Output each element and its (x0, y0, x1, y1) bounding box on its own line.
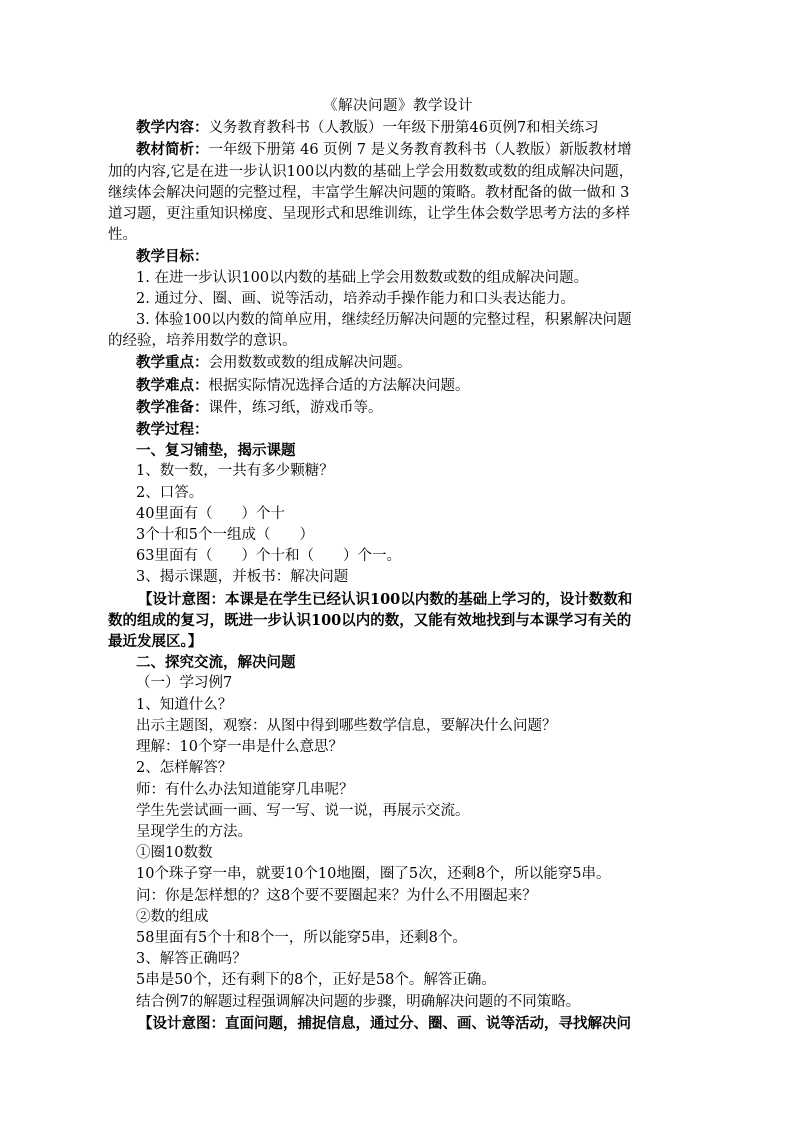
section-2-q2b: 学生先尝试画一画、写一写、说一说，再展示交流。 (136, 802, 470, 819)
design-intent-1b: 数的组成的复习，既进一步认识100以内的数，又能有效地找到与本课学习有关的 (108, 611, 632, 629)
teaching-key (108, 352, 688, 374)
document-page (108, 96, 688, 1034)
method-1-text: 10个珠子穿一串，就要10个10地圈，圈了5次，还剩8个，所以能穿5串。 (136, 866, 611, 883)
section-2-q2a: 师：有什么办法知道能穿几串呢？ (136, 781, 354, 798)
goal-1: 1. 在进一步认识100以内数的基础上学会用数数或数的组成解决问题。 (136, 269, 589, 286)
teaching-prep (108, 397, 688, 419)
method-2-title: ②数的组成 (136, 908, 209, 925)
method-1-question: 问：你是怎样想的？这8个要不要圈起来？为什么不用圈起来？ (136, 887, 537, 904)
section-1-q2c: 63里面有（ ）个十和（ ）个一。 (136, 548, 401, 565)
teaching-key-text: 会用数数或数的组成解决问题。 (208, 355, 412, 372)
material-analysis-label: 教材简析： (136, 141, 209, 159)
design-intent-1c: 最近发展区。】 (108, 633, 203, 651)
teaching-prep-label: 教学准备： (136, 398, 209, 416)
design-intent-1a: 【设计意图：本课是在学生已经认识100以内数的基础上学习的，设计数数和 (138, 590, 633, 608)
section-1-q2a: 40里面有（ ）个十 (136, 505, 285, 522)
goal-3b: 的经验，培养用数学的意识。 (108, 333, 297, 350)
goal-3a: 3. 体验100以内数的简单应用，继续经历解决问题的完整过程，积累解决问题 (136, 312, 632, 329)
section-2-title: 二、探究交流，解决问题 (136, 654, 296, 672)
section-1-q1: 1、数一数，一共有多少颗糖？ (136, 463, 334, 480)
section-1-q2b: 3个十和5个一组成（ ） (136, 527, 314, 544)
section-2-q2c: 呈现学生的方法。 (136, 823, 252, 840)
section-2-subtitle: （一）学习例7 (136, 675, 233, 692)
material-analysis-line-5: 性。 (108, 227, 137, 244)
section-2-q3: 3、解答正确吗？ (136, 951, 247, 968)
material-analysis-line-2: 加的内容,它是在进一步认识100以内数的基础上学会用数数或数的组成解决问题， (108, 163, 634, 180)
section-2-q1a: 出示主题图，观察：从图中得到哪些数学信息，要解决什么问题？ (136, 717, 557, 734)
material-analysis-line-3: 继续体会解决问题的完整过程，丰富学生解决问题的策略。教材配备的做一做和 3 (108, 184, 630, 201)
material-analysis-line-1 (108, 139, 688, 161)
section-2-q3b: 结合例7的解题过程强调解决问题的步骤，明确解决问题的不同策略。 (136, 993, 581, 1010)
teaching-process-heading: 教学过程： (136, 421, 209, 439)
section-1-q3: 3、揭示课题，并板书：解决问题 (136, 569, 349, 586)
teaching-key-label: 教学重点： (136, 354, 209, 372)
teaching-difficulty-label: 教学难点： (136, 376, 209, 394)
teaching-difficulty (108, 375, 688, 397)
teaching-content-text: 义务教育教科书（人教版）一年级下册第46页例7和相关练习 (208, 120, 599, 137)
section-2-q1b: 理解：10个穿一串是什么意思？ (136, 739, 343, 756)
goal-2: 2. 通过分、圈、画、说等活动，培养动手操作能力和口头表达能力。 (136, 290, 575, 307)
material-analysis-text-1: 一年级下册第 46 页例 7 是义务教育教科书（人教版）新版教材增 (208, 142, 632, 159)
section-1-title: 一、复习铺垫，揭示课题 (136, 442, 296, 460)
teaching-prep-text: 课件，练习纸，游戏币等。 (208, 399, 383, 416)
section-1-q2: 2、口答。 (136, 484, 204, 501)
design-intent-2a: 【设计意图：直面问题，捕捉信息，通过分、圈、画、说等活动，寻找解决问 (138, 1014, 631, 1032)
teaching-content (108, 117, 688, 139)
method-2-text: 58里面有5个十和8个一，所以能穿5串，还剩8个。 (136, 929, 467, 946)
page-title: 《解决问题》教学设计 (323, 98, 473, 114)
section-2-q3a: 5串是50个，还有剩下的8个，正好是58个。解答正确。 (136, 972, 496, 989)
method-1-title: ①圈10数数 (136, 845, 213, 862)
teaching-goals-heading: 教学目标： (136, 248, 209, 266)
section-2-q1: 1、知道什么？ (136, 696, 233, 713)
teaching-content-label: 教学内容： (136, 119, 209, 137)
section-2-q2: 2、怎样解答？ (136, 760, 233, 777)
teaching-difficulty-text: 根据实际情况选择合适的方法解决问题。 (208, 377, 470, 394)
material-analysis-line-4: 道习题，更注重知识梯度、呈现形式和思维训练，让学生体会数学思考方法的多样 (108, 206, 630, 223)
